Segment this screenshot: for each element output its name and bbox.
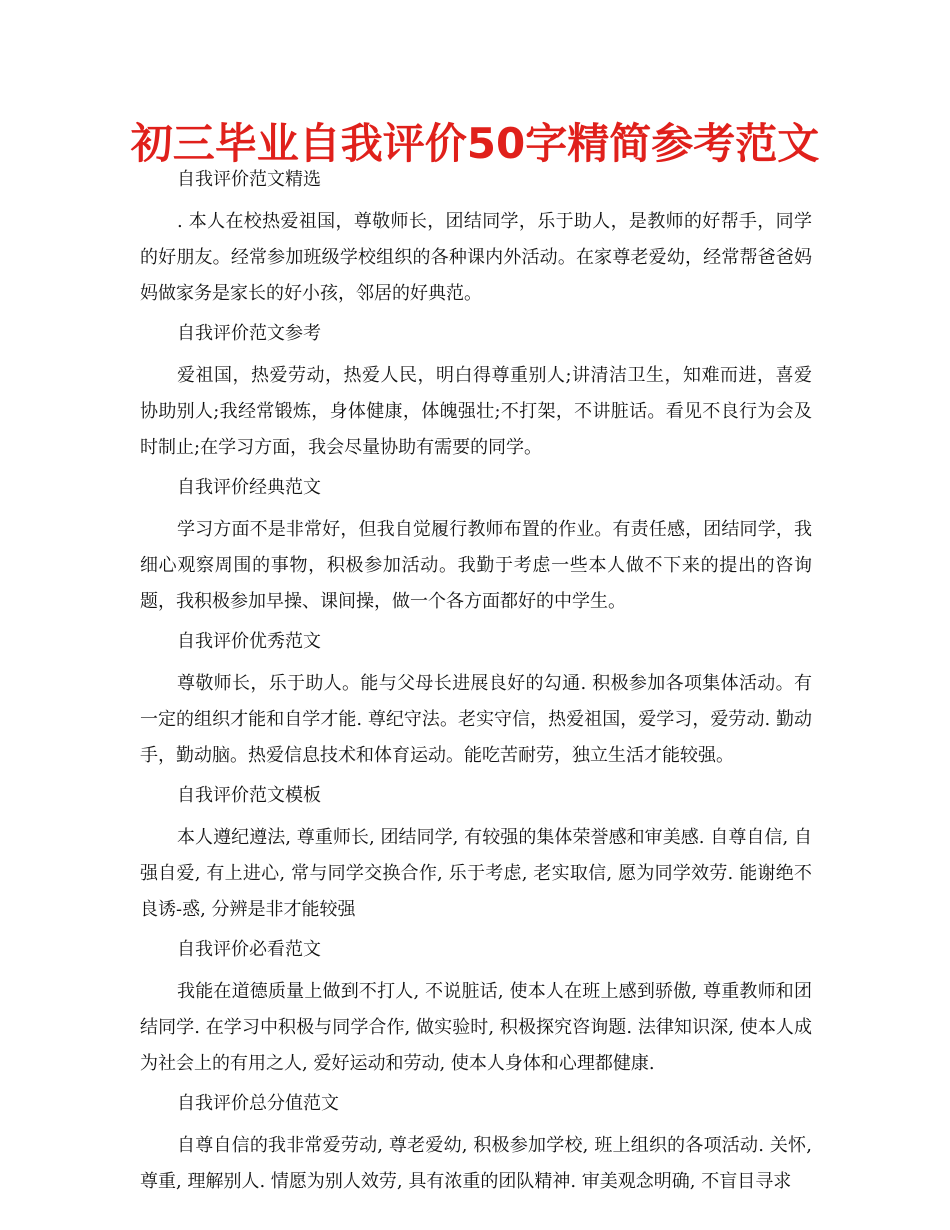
section-classic-examples [140,474,812,620]
section-paragraph: 我能在道德质量上做到不打人, 不说脏话, 使本人在班上感到骄傲, 尊重教师和团结同学. 在学习中积极与同学合作, 做实验时, 积极探究咨询题. 法律知识深, 使本人成为社会上的有用之人, 爱好运动和劳动, 使本人身体和心理都健康. [140,981,812,1074]
section-heading: 自我评价必看范文 [177,939,321,960]
section-paragraph: 本人遵纪遵法, 尊重师长, 团结同学, 有较强的集体荣誉感和审美感. 自尊自信, 自强自爱, 有上进心, 常与同学交换合作, 乐于考虑, 老实取信, 愿为同学效劳. 能谢绝不良诱-惑, 分辨是非才能较强 [140,827,812,920]
section-paragraph: . 本人在校热爱祖国，尊敬师长，团结同学，乐于助人，是教师的好帮手，同学的好朋友。经常参加班级学校组织的各种课内外活动。在家尊老爱幼，经常帮爸爸妈妈做家务是家长的好小孩，邻居的好典范。 [140,211,812,304]
section-heading: 自我评价优秀范文 [177,631,321,652]
section-heading: 自我评价经典范文 [177,477,321,498]
section-template-examples [140,782,812,928]
section-excellent-examples [140,628,812,774]
section-heading: 自我评价总分值范文 [177,1093,339,1114]
section-heading: 自我评价范文参考 [177,323,321,344]
section-reference-examples [140,320,812,466]
document-body [140,166,812,1208]
document-title: 初三毕业自我评价50字精简参考范文 [130,119,820,168]
section-heading: 自我评价范文精选 [177,169,321,190]
section-must-read-examples [140,936,812,1082]
section-full-score-examples [140,1090,812,1200]
section-paragraph: 尊敬师长，乐于助人。能与父母长进展良好的勾通. 积极参加各项集体活动。有一定的组织才能和自学才能. 尊纪守法。老实守信，热爱祖国，爱学习，爱劳动. 勤动手，勤动脑。热爱信息技术和体育运动。能吃苦耐劳，独立生活才能较强。 [140,673,812,766]
section-heading: 自我评价范文模板 [177,785,321,806]
section-paragraph: 学习方面不是非常好，但我自觉履行教师布置的作业。有责任感，团结同学，我细心观察周围的事物，积极参加活动。我勤于考虑一些本人做不下来的提出的咨询题，我积极参加早操、课间操，做一个各方面都好的中学生。 [140,519,812,612]
section-selected-examples [140,166,812,312]
section-paragraph: 爱祖国，热爱劳动，热爱人民，明白得尊重别人;讲清洁卫生，知难而进，喜爱协助别人;我经常锻炼，身体健康，体魄强壮;不打架，不讲脏话。看见不良行为会及时制止;在学习方面，我会尽量协助有需要的同学。 [140,365,812,458]
section-paragraph: 自尊自信的我非常爱劳动, 尊老爱幼, 积极参加学校, 班上组织的各项活动. 关怀, 尊重, 理解别人. 情愿为别人效劳, 具有浓重的团队精神. 审美观念明确, 不盲目寻求 [140,1135,812,1192]
